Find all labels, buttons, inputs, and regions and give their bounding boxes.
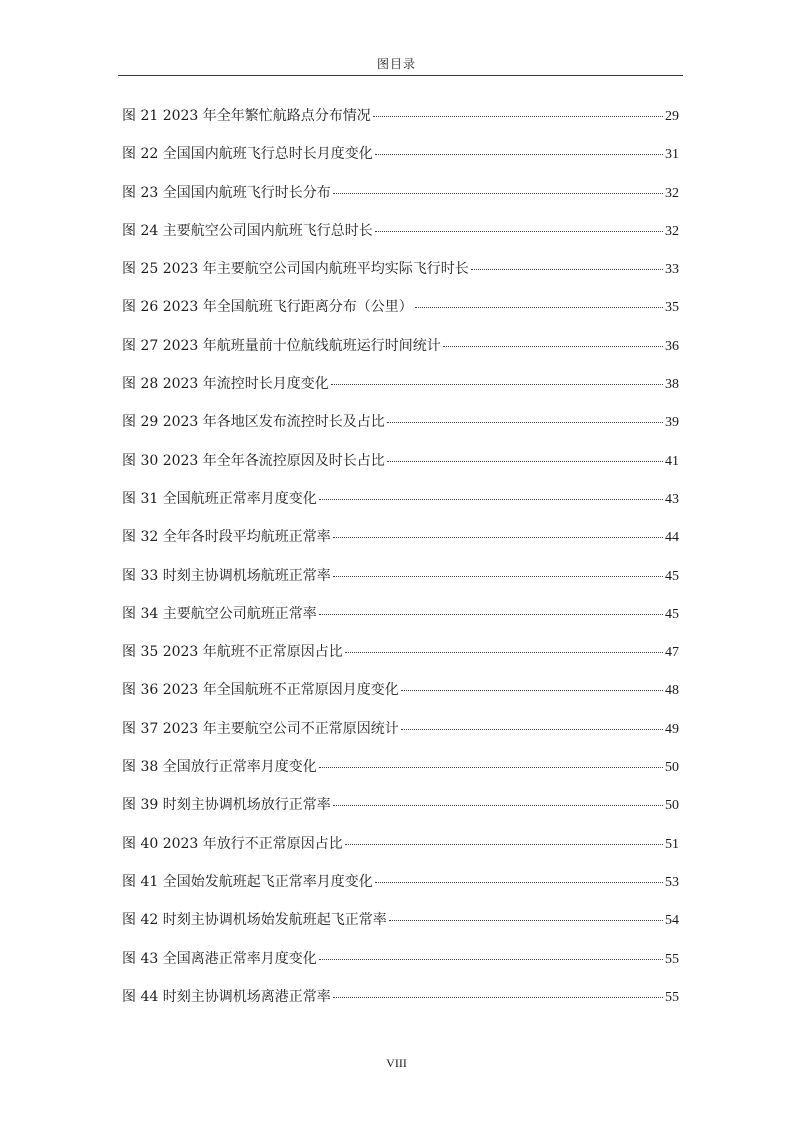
dot-leader (319, 499, 663, 500)
toc-entry-page: 51 (665, 836, 679, 852)
toc-entry-title: 图 35 2023 年航班不正常原因占比 (122, 644, 343, 661)
toc-entry-title: 图 22 全国国内航班飞行总时长月度变化 (122, 146, 373, 163)
dot-leader (387, 461, 663, 462)
toc-entry[interactable] (122, 940, 679, 978)
toc-entry-page: 49 (665, 721, 679, 737)
dot-leader (331, 384, 663, 385)
toc-entry[interactable] (122, 442, 679, 480)
toc-entry-title: 图 37 2023 年主要航空公司不正常原因统计 (122, 720, 399, 737)
page-header-title: 图目录 (376, 57, 416, 71)
dot-leader (319, 614, 663, 615)
dot-leader (333, 997, 663, 998)
dot-leader (333, 193, 663, 194)
dot-leader (333, 537, 663, 538)
dot-leader (401, 690, 663, 691)
toc-entry-title: 图 21 2023 年全年繁忙航路点分布情况 (122, 108, 371, 124)
toc-entry-title: 图 25 2023 年主要航空公司国内航班平均实际飞行时长 (122, 261, 469, 278)
dot-leader (375, 231, 663, 232)
page-number: VIII (386, 1056, 407, 1070)
dot-leader (375, 882, 663, 883)
toc-entry-page: 50 (665, 760, 679, 776)
dot-leader (345, 652, 663, 653)
toc-entry[interactable] (122, 250, 679, 288)
toc-entry-title: 图 32 全年各时段平均航班正常率 (122, 529, 331, 546)
toc-entry[interactable] (122, 901, 679, 939)
header-divider (118, 75, 683, 76)
toc-entry[interactable] (122, 480, 679, 518)
dot-leader (333, 576, 663, 577)
toc-entry[interactable] (122, 863, 679, 901)
dot-leader (333, 805, 663, 806)
toc-entry-page: 35 (665, 300, 679, 316)
toc-entry-page: 55 (665, 951, 679, 967)
toc-entry-page: 32 (665, 185, 679, 201)
toc-entry-title: 图 41 全国始发航班起飞正常率月度变化 (122, 873, 373, 890)
dot-leader (375, 154, 663, 155)
table-of-figures (122, 97, 679, 1016)
toc-entry-title: 图 30 2023 年全年各流控原因及时长占比 (122, 452, 385, 469)
toc-entry-page: 31 (665, 147, 679, 163)
toc-entry-page: 33 (665, 262, 679, 278)
toc-entry-page: 45 (665, 606, 679, 622)
toc-entry-page: 47 (665, 645, 679, 661)
toc-entry-title: 图 24 主要航空公司国内航班飞行总时长 (122, 222, 373, 239)
toc-entry-title: 图 26 2023 年全国航班飞行距离分布（公里） (122, 299, 413, 316)
toc-entry-page: 36 (665, 338, 679, 354)
toc-entry-page: 45 (665, 568, 679, 584)
toc-entry-page: 50 (665, 798, 679, 814)
toc-entry[interactable] (122, 365, 679, 403)
toc-entry-title: 图 36 2023 年全国航班不正常原因月度变化 (122, 682, 399, 699)
dot-leader (389, 920, 663, 921)
toc-entry-page: 38 (665, 377, 679, 393)
toc-entry-title: 图 34 主要航空公司航班正常率 (122, 605, 317, 622)
dot-leader (471, 269, 663, 270)
dot-leader (319, 767, 663, 768)
toc-entry[interactable] (122, 786, 679, 824)
toc-entry-page: 48 (665, 683, 679, 699)
dot-leader (319, 959, 663, 960)
toc-entry-page: 43 (665, 491, 679, 507)
toc-entry-page: 39 (665, 415, 679, 431)
toc-entry-page: 29 (665, 109, 679, 124)
toc-entry-title: 图 39 时刻主协调机场放行正常率 (122, 797, 331, 814)
dot-leader (345, 844, 663, 845)
toc-entry[interactable] (122, 135, 679, 173)
toc-entry[interactable] (122, 97, 679, 135)
toc-entry[interactable] (122, 595, 679, 633)
toc-entry-title: 图 42 时刻主协调机场始发航班起飞正常率 (122, 912, 387, 929)
toc-entry[interactable] (122, 748, 679, 786)
toc-entry[interactable] (122, 212, 679, 250)
toc-entry-title: 图 43 全国离港正常率月度变化 (122, 950, 317, 967)
toc-entry-page: 32 (665, 223, 679, 239)
toc-entry-page: 55 (665, 989, 679, 1005)
toc-entry[interactable] (122, 671, 679, 709)
toc-entry[interactable] (122, 327, 679, 365)
toc-entry-title: 图 27 2023 年航班量前十位航线航班运行时间统计 (122, 337, 441, 354)
toc-entry-title: 图 28 2023 年流控时长月度变化 (122, 376, 329, 393)
toc-entry[interactable] (122, 174, 679, 212)
toc-entry-title: 图 33 时刻主协调机场航班正常率 (122, 567, 331, 584)
toc-entry-title: 图 38 全国放行正常率月度变化 (122, 759, 317, 776)
dot-leader (387, 422, 663, 423)
dot-leader (373, 116, 663, 117)
toc-entry[interactable] (122, 633, 679, 671)
toc-entry-page: 41 (665, 453, 679, 469)
dot-leader (401, 729, 663, 730)
toc-entry-title: 图 31 全国航班正常率月度变化 (122, 490, 317, 507)
toc-entry-page: 53 (665, 874, 679, 890)
toc-entry[interactable] (122, 288, 679, 326)
dot-leader (415, 307, 663, 308)
toc-entry[interactable] (122, 403, 679, 441)
toc-entry[interactable] (122, 518, 679, 556)
toc-entry-page: 54 (665, 913, 679, 929)
toc-entry[interactable] (122, 710, 679, 748)
toc-entry-title: 图 44 时刻主协调机场离港正常率 (122, 988, 331, 1005)
toc-entry[interactable] (122, 825, 679, 863)
toc-entry-page: 44 (665, 530, 679, 546)
toc-entry-title: 图 29 2023 年各地区发布流控时长及占比 (122, 414, 385, 431)
toc-entry-title: 图 40 2023 年放行不正常原因占比 (122, 835, 343, 852)
toc-entry[interactable] (122, 557, 679, 595)
toc-entry[interactable] (122, 978, 679, 1016)
toc-entry-title: 图 23 全国国内航班飞行时长分布 (122, 184, 331, 201)
dot-leader (443, 346, 663, 347)
